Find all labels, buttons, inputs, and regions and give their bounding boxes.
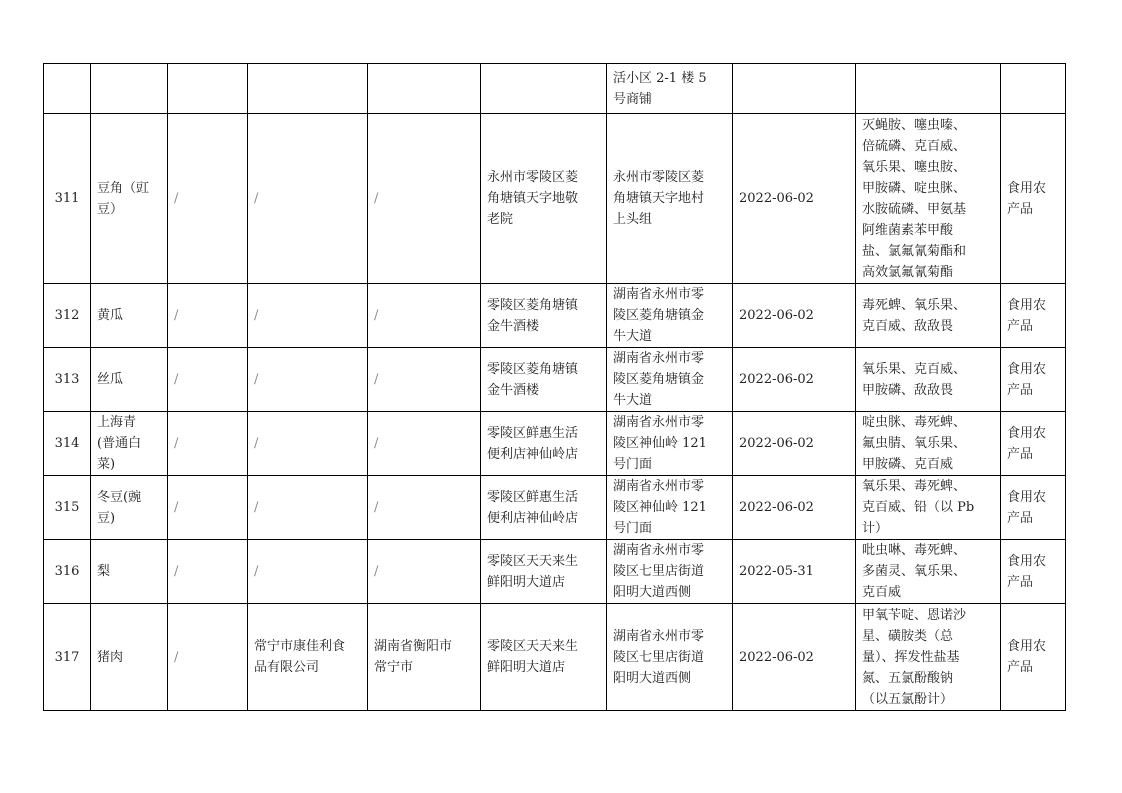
sample-number <box>44 412 91 476</box>
sampled-unit-name <box>481 476 607 540</box>
sample-name <box>91 348 168 412</box>
manufacturer-name <box>248 64 368 114</box>
sample-name-text: 冬豆(豌 豆) <box>97 489 142 526</box>
production-date-text: 2022-06-02 <box>739 649 814 665</box>
failed-test-items <box>856 284 1001 348</box>
production-date-text: 2022-06-02 <box>739 436 814 451</box>
failed-test-items <box>856 114 1001 284</box>
sample-name <box>91 540 168 604</box>
sample-number <box>44 476 91 540</box>
food-category-text: 食用农 产品 <box>1007 639 1047 675</box>
sampled-unit-name <box>481 604 607 711</box>
sampled-unit-name-text: 零陵区菱角塘镇 金牛酒楼 <box>487 361 579 398</box>
sampled-unit-address <box>607 348 733 412</box>
column-3-cell <box>168 540 248 604</box>
column-3-cell <box>168 476 248 540</box>
sampled-unit-name-text: 零陵区鲜惠生活 便利店神仙岭店 <box>487 425 579 462</box>
failed-test-items-text: 毒死蜱、氧乐果、 克百威、敌敌畏 <box>862 297 967 334</box>
sampled-unit-name-text: 零陵区菱角塘镇 金牛酒楼 <box>487 297 579 334</box>
manufacturer-name <box>248 284 368 348</box>
sample-name <box>91 114 168 284</box>
sample-number-text: 312 <box>54 308 80 323</box>
column-3-cell-text: / <box>174 500 179 515</box>
sampled-unit-address-text: 湖南省永州市零 陵区神仙岭 121 号门面 <box>613 479 707 536</box>
manufacturer-address <box>368 348 481 412</box>
food-category-text: 食用农 产品 <box>1007 553 1047 590</box>
sampled-unit-name-text: 永州市零陵区菱 角塘镇天字地敬 老院 <box>487 170 579 227</box>
table-row <box>44 348 1066 412</box>
food-category <box>1001 284 1066 348</box>
manufacturer-address-text: / <box>374 191 379 206</box>
sampled-unit-address <box>607 412 733 476</box>
sample-name <box>91 284 168 348</box>
column-3-cell <box>168 604 248 711</box>
manufacturer-name-text: 常宁市康佳利食 品有限公司 <box>254 639 346 675</box>
failed-test-items <box>856 348 1001 412</box>
sample-number <box>44 64 91 114</box>
sampled-unit-address-text: 湖南省永州市零 陵区神仙岭 121 号门面 <box>613 415 707 472</box>
sample-name-text: 上海青 (普通白 菜) <box>97 415 142 472</box>
sampled-unit-name <box>481 114 607 284</box>
table-row <box>44 412 1066 476</box>
food-category-text: 食用农 产品 <box>1007 180 1047 217</box>
food-category-text: 食用农 产品 <box>1007 361 1047 398</box>
manufacturer-address <box>368 284 481 348</box>
manufacturer-name-text: / <box>254 564 259 579</box>
sampled-unit-address-text: 湖南省永州市零 陵区七里店街道 阳明大道西侧 <box>613 543 705 600</box>
production-date <box>733 64 856 114</box>
sample-name-text: 梨 <box>97 564 111 579</box>
production-date <box>733 540 856 604</box>
manufacturer-name <box>248 604 368 711</box>
food-category-text: 食用农 产品 <box>1007 489 1047 526</box>
sampled-unit-address-text: 湖南省永州市零 陵区七里店街道 阳明大道西侧 <box>613 628 705 686</box>
sampled-unit-address-text: 永州市零陵区菱 角塘镇天字地村 上头组 <box>613 170 705 227</box>
sampled-unit-name-text: 零陵区天天来生 鲜阳明大道店 <box>487 639 579 675</box>
production-date-text: 2022-06-02 <box>739 191 814 206</box>
sample-name-text: 黄瓜 <box>97 308 124 323</box>
sample-name <box>91 476 168 540</box>
failed-test-items <box>856 540 1001 604</box>
food-category <box>1001 114 1066 284</box>
manufacturer-address <box>368 540 481 604</box>
inspection-table <box>43 63 1066 711</box>
sampled-unit-name-text: 零陵区天天来生 鲜阳明大道店 <box>487 553 579 590</box>
sample-number <box>44 284 91 348</box>
sample-number-text: 314 <box>54 436 80 451</box>
table-row <box>44 476 1066 540</box>
sampled-unit-address-text: 湖南省永州市零 陵区菱角塘镇金 牛大道 <box>613 351 705 408</box>
production-date <box>733 476 856 540</box>
column-3-cell <box>168 412 248 476</box>
failed-test-items <box>856 412 1001 476</box>
table-row <box>44 114 1066 284</box>
manufacturer-address <box>368 114 481 284</box>
sampled-unit-address <box>607 284 733 348</box>
column-3-cell-text: / <box>174 308 179 323</box>
failed-test-items-text: 甲氧苄啶、恩诺沙 星、磺胺类（总 量）、挥发性盐基 氮、五氯酚酸钠 （以五氯酚计） <box>862 607 967 707</box>
sample-name-text: 丝瓜 <box>97 372 124 387</box>
sampled-unit-name <box>481 64 607 114</box>
food-category <box>1001 412 1066 476</box>
column-3-cell <box>168 64 248 114</box>
column-3-cell <box>168 348 248 412</box>
sample-name <box>91 412 168 476</box>
sample-name <box>91 604 168 711</box>
food-category <box>1001 64 1066 114</box>
sample-name <box>91 64 168 114</box>
sampled-unit-address <box>607 540 733 604</box>
production-date-text: 2022-06-02 <box>739 308 814 323</box>
manufacturer-address-text: / <box>374 500 379 515</box>
failed-test-items <box>856 604 1001 711</box>
manufacturer-name <box>248 476 368 540</box>
column-3-cell-text: / <box>174 564 179 579</box>
manufacturer-name-text: / <box>254 436 259 451</box>
table-row <box>44 604 1066 711</box>
production-date-text: 2022-06-02 <box>739 372 814 387</box>
manufacturer-address-text: / <box>374 436 379 451</box>
production-date <box>733 412 856 476</box>
sampled-unit-name <box>481 412 607 476</box>
food-category-text: 食用农 产品 <box>1007 425 1047 462</box>
manufacturer-address <box>368 604 481 711</box>
sampled-unit-name <box>481 284 607 348</box>
production-date-text: 2022-06-02 <box>739 500 814 515</box>
manufacturer-name <box>248 412 368 476</box>
manufacturer-name-text: / <box>254 372 259 387</box>
sample-number-text: 315 <box>54 500 80 515</box>
sampled-unit-name <box>481 540 607 604</box>
table-row <box>44 64 1066 114</box>
sampled-unit-address-text: 湖南省永州市零 陵区菱角塘镇金 牛大道 <box>613 287 705 344</box>
production-date <box>733 604 856 711</box>
food-category <box>1001 476 1066 540</box>
food-category <box>1001 540 1066 604</box>
manufacturer-name <box>248 540 368 604</box>
column-3-cell-text: / <box>174 191 179 206</box>
production-date <box>733 284 856 348</box>
manufacturer-address-text: 湖南省衡阳市 常宁市 <box>374 639 453 675</box>
sampled-unit-name <box>481 348 607 412</box>
food-category <box>1001 604 1066 711</box>
sample-number-text: 313 <box>54 372 80 387</box>
manufacturer-name-text: / <box>254 308 259 323</box>
failed-test-items <box>856 64 1001 114</box>
manufacturer-address <box>368 476 481 540</box>
manufacturer-address <box>368 64 481 114</box>
production-date <box>733 348 856 412</box>
sample-number <box>44 114 91 284</box>
sample-name-text: 豆角（豇 豆） <box>97 180 150 217</box>
failed-test-items-text: 灭蝇胺、噻虫嗪、 倍硫磷、克百威、 氧乐果、噻虫胺、 甲胺磷、啶虫脒、 水胺硫磷、甲氨基 阿维菌素苯甲酸 盐、氯氟氰菊酯和 高效氯氟氰菊酯 <box>862 117 967 280</box>
table-row <box>44 540 1066 604</box>
column-3-cell <box>168 284 248 348</box>
failed-test-items-text: 吡虫啉、毒死蜱、 多菌灵、氧乐果、 克百威 <box>862 543 967 600</box>
failed-test-items-text: 氧乐果、毒死蜱、 克百威、铅（以 Pb 计） <box>862 479 975 536</box>
manufacturer-name <box>248 114 368 284</box>
manufacturer-name-text: / <box>254 191 259 206</box>
sampled-unit-address <box>607 604 733 711</box>
sampled-unit-address <box>607 476 733 540</box>
sample-number <box>44 604 91 711</box>
failed-test-items <box>856 476 1001 540</box>
sample-number-text: 311 <box>54 191 80 206</box>
manufacturer-name-text: / <box>254 500 259 515</box>
column-3-cell-text: / <box>174 372 179 387</box>
production-date <box>733 114 856 284</box>
manufacturer-address-text: / <box>374 372 379 387</box>
sampled-unit-address <box>607 64 733 114</box>
sample-number-text: 316 <box>54 564 80 579</box>
sample-number <box>44 540 91 604</box>
manufacturer-name <box>248 348 368 412</box>
food-category <box>1001 348 1066 412</box>
column-3-cell <box>168 114 248 284</box>
sampled-unit-address <box>607 114 733 284</box>
failed-test-items-text: 氧乐果、克百威、 甲胺磷、敌敌畏 <box>862 361 967 398</box>
column-3-cell-text: / <box>174 649 179 665</box>
failed-test-items-text: 啶虫脒、毒死蜱、 氟虫腈、氧乐果、 甲胺磷、克百威 <box>862 415 967 472</box>
sampled-unit-name-text: 零陵区鲜惠生活 便利店神仙岭店 <box>487 489 579 526</box>
manufacturer-address-text: / <box>374 308 379 323</box>
manufacturer-address <box>368 412 481 476</box>
food-category-text: 食用农 产品 <box>1007 297 1047 334</box>
sample-name-text: 猪肉 <box>97 649 124 665</box>
column-3-cell-text: / <box>174 436 179 451</box>
manufacturer-address-text: / <box>374 564 379 579</box>
table-row <box>44 284 1066 348</box>
production-date-text: 2022-05-31 <box>739 564 814 579</box>
sample-number <box>44 348 91 412</box>
sampled-unit-address-text: 活小区 2-1 楼 5 号商铺 <box>613 70 707 107</box>
sample-number-text: 317 <box>54 649 80 665</box>
